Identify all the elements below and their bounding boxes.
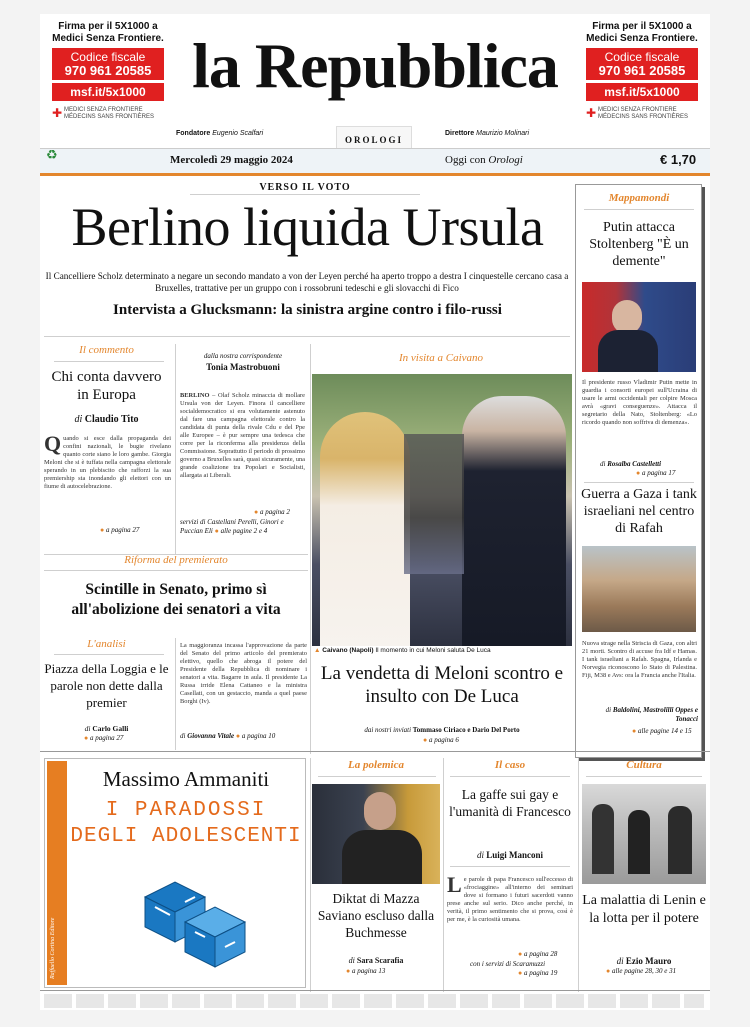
analisi-text: La maggioranza incassa l'approvazione da parte del Senato del primo articolo del premierato elettivo, quello che abroga il potere del Presidente della Repubblica di nominare i senatori a vita. Bagarre in aula. Il presidente La Russa irride Elena Cattaneo e la ministra Casellati, con un gestaccio, manda a quel paese Borghi (Iv). <box>180 642 307 705</box>
issue-date: Mercoledì 29 maggio 2024 <box>170 154 293 166</box>
putin-text: Il presidente russo Vladimir Putin mette in guardia i consorti europei sull'Ucraina di usare le armi occidentali per colpire Mosca avrà «gravi conseguenze». Attacca il segretario della Nato, Stoltenberg: «Lo ricordo quando non soffriva di demenza». <box>582 379 697 426</box>
polemica-headline[interactable]: Diktat di Mazza Saviano escluso dalla Buchmesse <box>317 891 435 940</box>
corr-page[interactable]: ● a pagina 2 <box>254 508 290 516</box>
ad-url[interactable]: msf.it/5x1000 <box>52 83 164 101</box>
ad-cf-number: 970 961 20585 <box>64 63 152 78</box>
ad-line2: Medici Senza Frontiere. <box>586 33 698 44</box>
polemica-page[interactable]: ● a pagina 13 <box>346 967 386 975</box>
cultura-author: di Ezio Mauro <box>616 956 672 966</box>
ad-line1: Firma per il 5X1000 a <box>58 21 158 32</box>
orange-rule <box>40 173 710 176</box>
premierato-headline[interactable]: Scintille in Senato, primo sì all'abolizione dei senatori a vita <box>71 581 281 618</box>
price: € 1,70 <box>660 152 697 167</box>
gaza-photo[interactable] <box>582 546 696 632</box>
premierato-kicker: Riforma del premierato <box>124 554 228 566</box>
photo-figure <box>628 810 650 874</box>
analisi-kicker: L'analisi <box>87 638 126 650</box>
lead-headline[interactable]: Berlino liquida Ursula <box>71 197 544 257</box>
gaza-headline[interactable]: Guerra a Gaza i tank israeliani nel centro di Rafah <box>581 487 697 536</box>
book-title-line2: DEGLI ADOLESCENTI <box>70 825 302 848</box>
dropcap: Q <box>44 431 62 456</box>
caso-author: di Luigi Manconi <box>476 850 544 860</box>
commento-kicker: Il commento <box>79 344 134 356</box>
analisi-author2[interactable]: di Giovanna Vitale ● a pagina 10 <box>180 732 276 740</box>
photo-figure-meloni <box>320 412 410 646</box>
caso-services-page[interactable]: ● a pagina 19 <box>518 969 558 977</box>
corr-services[interactable]: servizi di Castellani Perelli, Ginori e Puccian Eli ● alle pagine 2 e 4 <box>180 518 284 535</box>
cultura-headline[interactable]: La malattia di Lenin e la lotta per il potere <box>582 893 706 926</box>
photo-face <box>612 300 642 334</box>
ad-logo-line2: MÉDECINS SANS FRONTIÈRES <box>64 114 155 120</box>
date-bar <box>40 149 710 173</box>
book-author: Massimo Ammaniti <box>102 767 270 791</box>
today-with[interactable]: Oggi con Orologi <box>445 154 523 166</box>
putin-author: di Rosalba Castelletti <box>600 460 662 468</box>
photo-figure-deluca <box>462 396 566 646</box>
ad-logo-line1: MEDICI SENZA FRONTIERE <box>598 107 677 113</box>
photo-suit <box>598 330 658 372</box>
footer-fineprint <box>44 994 704 1008</box>
lead-kicker: VERSO IL VOTO <box>259 182 351 193</box>
book-cube-illustration <box>125 867 255 977</box>
book-publisher: Raffaello Cortina Editore <box>50 917 56 979</box>
caivano-kicker: In visita a Caivano <box>398 352 484 364</box>
photo-figure <box>592 804 614 874</box>
caso-headline[interactable]: La gaffe sui gay e l'umanità di Francesco <box>449 787 571 819</box>
book-ad[interactable] <box>44 758 306 988</box>
polemica-kicker: La polemica <box>348 759 404 771</box>
book-title-line1: I PARADOSSI <box>105 799 267 822</box>
caivano-headline[interactable]: La vendetta di Meloni scontro e insulto con De Luca <box>320 663 564 707</box>
polemica-author: di Sara Scarafia <box>348 956 404 965</box>
cultura-kicker: Cultura <box>626 759 662 771</box>
front-page <box>40 14 710 1010</box>
putin-page[interactable]: ● a pagina 17 <box>636 469 676 477</box>
director: Direttore Maurizio Molinari <box>445 130 530 137</box>
corr-label: dalla nostra corrispondente <box>203 352 283 360</box>
founder: Fondatore Eugenio Scalfari <box>176 130 264 137</box>
photo-face <box>364 792 396 830</box>
masthead-title[interactable]: la Repubblica <box>192 30 558 101</box>
caivano-page[interactable]: ● a pagina 6 <box>423 736 459 744</box>
commento-text: Quando si esce dalla propaganda dei confini nazionali, le bugie rivelano quanto corte siano le loro gambe. Giorgia Meloni che si è tuffata nella campagna elettorale sperando in un plebiscito che rafforzi la sua premiership sta inondando gli elettori con un fiume di autocelebrazione. <box>44 431 171 490</box>
insert-label: OROLOGI <box>344 135 403 145</box>
ad-logo-line2: MÉDECINS SANS FRONTIÈRES <box>598 114 689 120</box>
ad-line1: Firma per il 5X1000 a <box>592 21 692 32</box>
putin-photo[interactable] <box>582 282 696 372</box>
corr-name: Tonia Mastrobuoni <box>206 362 280 372</box>
cultura-page[interactable]: ● alle pagine 28, 30 e 31 <box>606 967 677 975</box>
lead-summary: Il Cancelliere Scholz determinato a negare un secondo mandato a von der Leyen perché ha aperto troppo a destra I cinquestelle cercano casa a Bruxelles, trattative per un gruppo con i rossobruni tedeschi e gli slovacchi di Fico <box>45 271 569 293</box>
photo-figure <box>668 806 692 874</box>
photo-background-people <box>404 434 464 574</box>
ad-line2: Medici Senza Frontiere. <box>52 33 164 44</box>
gaza-author: di Baldolini, Mastrolilli Oppes e Tonacci <box>605 706 698 723</box>
msf-logo-icon: ✚ <box>586 106 597 120</box>
commento-author: di Claudio Tito <box>74 414 139 425</box>
analisi-headline[interactable]: Piazza della Loggia e le parole non dette dalla premier <box>44 661 169 710</box>
analisi-page[interactable]: ● a pagina 27 <box>84 734 124 742</box>
caso-page[interactable]: ● a pagina 28 <box>518 950 558 958</box>
corr-text: BERLINO – Olaf Scholz minaccia di mollare Ursula von der Leyen. Finora il cancelliere socialdemocratico si era volutamente astenuto dal fare una campagna elettorale contro la candidata di punta della rivale Cdu e del Ppe alle Europee – è pur sempre una tedesca che corre per la riconferma alla presidenza della Commissione. Soprattutto il periodo di prossimo governo a Bruxelles sarà, quasi sicuramente, una grande coalizione tra Popolari e Socialisti, allargata ai Liberali. <box>180 392 305 479</box>
ad-cf-number: 970 961 20585 <box>598 63 686 78</box>
mappamondi-kicker: Mappamondi <box>608 192 670 204</box>
ad-cf-label: Codice fiscale <box>70 50 146 64</box>
saviano-photo[interactable] <box>312 784 440 884</box>
ad-left[interactable] <box>48 16 168 138</box>
caso-services[interactable]: con i servizi di Scaramuzzi <box>470 960 546 968</box>
commento-headline[interactable]: Chi conta davvero in Europa <box>51 369 162 403</box>
commento-page[interactable]: ● a pagina 27 <box>100 526 140 534</box>
caso-text: Le parole di papa Francesco sull'eccesso di «frociaggine» all'interno dei seminari dove si formano i futuri sacerdoti vanno prese anche sul serio. Dico anche perché, in verità, il primo sentimento che si prova, così è per me, è la curiosità umana. <box>447 872 573 923</box>
lenin-photo[interactable] <box>582 784 706 884</box>
msf-logo-icon: ✚ <box>52 106 63 120</box>
ad-cf-label: Codice fiscale <box>604 50 680 64</box>
recycle-badge <box>46 147 136 170</box>
ad-right[interactable] <box>582 16 702 138</box>
recycle-icon: ♻ <box>46 147 58 162</box>
putin-headline[interactable]: Putin attacca Stoltenberg "È un demente" <box>589 220 689 269</box>
analisi-author: di Carlo Galli <box>84 724 129 733</box>
ad-url[interactable]: msf.it/5x1000 <box>586 83 698 101</box>
caivano-byline: dai nostri inviati Tommaso Ciriaco e Dario Del Porto <box>364 726 520 734</box>
gaza-text: Nuova strage nella Striscia di Gaza, con altri 21 morti. Scontro di accuse fra Idf e Hamas. I tank israeliani a Rafah. Spagna, Irlanda e Norvegia riconoscono lo Stato di Palestina. Fiji, M38 e Avs: ora la Francia anche l'Italia. <box>582 640 697 679</box>
caso-kicker: Il caso <box>494 759 526 771</box>
gaza-page[interactable]: ● alle pagine 14 e 15 <box>632 727 692 735</box>
caivano-caption: ▲ Caivano (Napoli) Il momento in cui Meloni saluta De Luca <box>314 647 491 654</box>
ad-logo-line1: MEDICI SENZA FRONTIERE <box>64 107 143 113</box>
lead-subhead[interactable]: Intervista a Glucksmann: la sinistra argine contro i filo-russi <box>113 302 502 318</box>
photo-body <box>342 830 422 884</box>
meloni-deluca-photo[interactable] <box>312 374 572 646</box>
dropcap: L <box>447 872 462 897</box>
